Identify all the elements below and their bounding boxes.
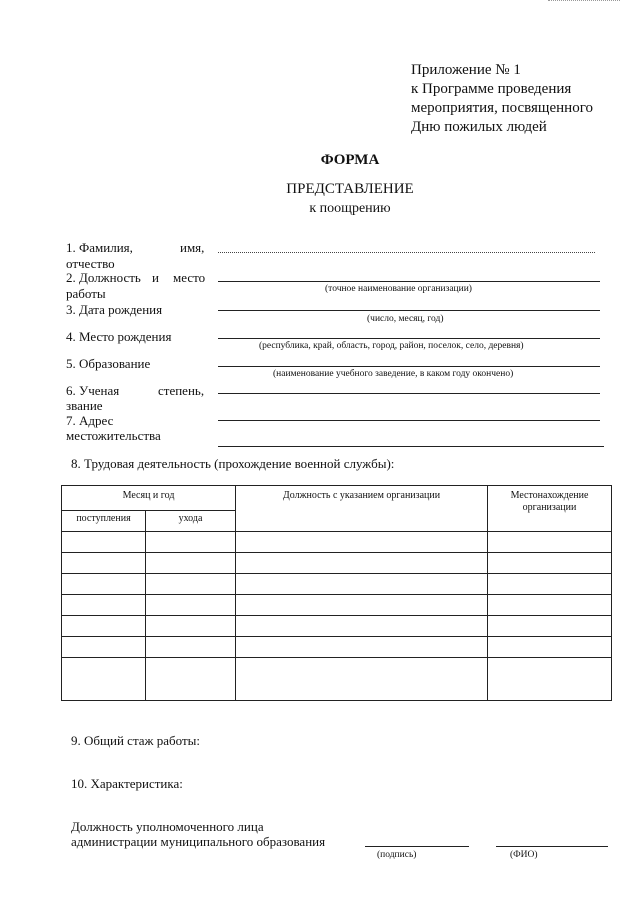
table-row xyxy=(62,574,612,595)
field-2-label-a: 2. Должность xyxy=(66,270,141,285)
official-title-line-1: Должность уполномоченного лица xyxy=(71,819,264,834)
table-row xyxy=(62,658,612,701)
table-row xyxy=(62,532,612,553)
field-1-label-c: отчество xyxy=(66,256,115,271)
table-cell[interactable] xyxy=(236,616,488,637)
table-cell[interactable] xyxy=(236,595,488,616)
col-month-year-header: Месяц и год xyxy=(62,486,236,511)
full-name-line[interactable] xyxy=(496,846,608,847)
field-2-label-c: место xyxy=(173,270,206,285)
appendix-line-4: Дню пожилых людей xyxy=(411,119,547,135)
table-row xyxy=(62,595,612,616)
table-cell[interactable] xyxy=(62,595,146,616)
field-8-label: 8. Трудовая деятельность (прохождение военной службы): xyxy=(71,456,395,471)
table-cell[interactable] xyxy=(62,553,146,574)
table-cell[interactable] xyxy=(62,658,146,701)
table-cell[interactable] xyxy=(236,637,488,658)
field-2-hint: (точное наименование организации) xyxy=(325,284,472,294)
field-7-label-b: местожительства xyxy=(66,428,161,443)
field-1-label-a: 1. Фамилия, xyxy=(66,240,133,255)
form-subtitle: ПРЕДСТАВЛЕНИЕ xyxy=(286,181,414,197)
field-4-hint: (республика, край, область, город, район, поселок, село, деревня) xyxy=(259,341,524,351)
field-7-label-a: 7. Адрес xyxy=(66,413,114,428)
table-cell[interactable] xyxy=(488,637,612,658)
field-5-label: 5. Образование xyxy=(66,356,151,371)
field-5-hint: (наименование учебного заведение, в каком году окончено) xyxy=(273,369,514,379)
table-cell[interactable] xyxy=(236,553,488,574)
table-cell[interactable] xyxy=(488,658,612,701)
appendix-line-3: мероприятия, посвященного xyxy=(411,100,593,116)
table-cell[interactable] xyxy=(146,532,236,553)
col-location-header: Местонахождение организации xyxy=(488,486,612,532)
field-6-input-line[interactable] xyxy=(218,393,600,394)
table-cell[interactable] xyxy=(146,574,236,595)
table-cell[interactable] xyxy=(488,553,612,574)
field-3-input-line[interactable] xyxy=(218,310,600,311)
field-2-label-d: работы xyxy=(66,286,106,301)
table-cell[interactable] xyxy=(236,658,488,701)
appendix-line-2: к Программе проведения xyxy=(411,81,572,97)
field-6-label-a: 6. Ученая xyxy=(66,383,120,398)
table-cell[interactable] xyxy=(146,637,236,658)
field-4-input-line[interactable] xyxy=(218,338,600,339)
field-1-label-b: имя, xyxy=(180,240,205,255)
table-cell[interactable] xyxy=(62,637,146,658)
field-6-label-b: степень, xyxy=(158,383,205,398)
col-start-header: поступления xyxy=(62,511,146,532)
signature-hint: (подпись) xyxy=(377,850,417,860)
field-2-label-b: и xyxy=(152,270,159,285)
table-cell[interactable] xyxy=(146,553,236,574)
table-cell[interactable] xyxy=(488,532,612,553)
form-subtitle-2: к поощрению xyxy=(309,201,391,216)
field-3-label: 3. Дата рождения xyxy=(66,302,163,317)
work-history-table xyxy=(61,485,612,701)
field-3-hint: (число, месяц, год) xyxy=(367,314,444,324)
table-row xyxy=(62,553,612,574)
col-end-header: ухода xyxy=(146,511,236,532)
table-cell[interactable] xyxy=(488,574,612,595)
table-cell[interactable] xyxy=(62,532,146,553)
table-cell[interactable] xyxy=(146,616,236,637)
table-cell[interactable] xyxy=(236,532,488,553)
field-6-label-c: звание xyxy=(66,398,103,413)
field-10-label: 10. Характеристика: xyxy=(71,776,183,791)
field-7-input-line-1[interactable] xyxy=(218,420,600,421)
table-cell[interactable] xyxy=(236,574,488,595)
signature-line[interactable] xyxy=(365,846,469,847)
field-5-input-line[interactable] xyxy=(218,366,600,367)
table-row xyxy=(62,616,612,637)
table-cell[interactable] xyxy=(62,616,146,637)
field-7-input-line-2[interactable] xyxy=(218,446,604,447)
field-2-input-line[interactable] xyxy=(218,281,600,282)
field-4-label: 4. Место рождения xyxy=(66,329,172,344)
table-cell[interactable] xyxy=(146,595,236,616)
table-cell[interactable] xyxy=(488,616,612,637)
table-cell[interactable] xyxy=(488,595,612,616)
scan-top-mark xyxy=(548,0,620,1)
official-title-line-2: администрации муниципального образования xyxy=(71,834,326,849)
table-cell[interactable] xyxy=(62,574,146,595)
appendix-line-1: Приложение № 1 xyxy=(411,62,521,78)
full-name-hint: (ФИО) xyxy=(510,850,538,860)
col-position-header: Должность с указанием организации xyxy=(236,486,488,532)
table-row xyxy=(62,637,612,658)
table-cell[interactable] xyxy=(146,658,236,701)
table-header-row xyxy=(62,486,612,511)
field-9-label: 9. Общий стаж работы: xyxy=(71,733,201,748)
appendix-block xyxy=(411,61,636,137)
form-title: ФОРМА xyxy=(320,152,380,168)
field-1-input-line[interactable] xyxy=(218,252,595,253)
